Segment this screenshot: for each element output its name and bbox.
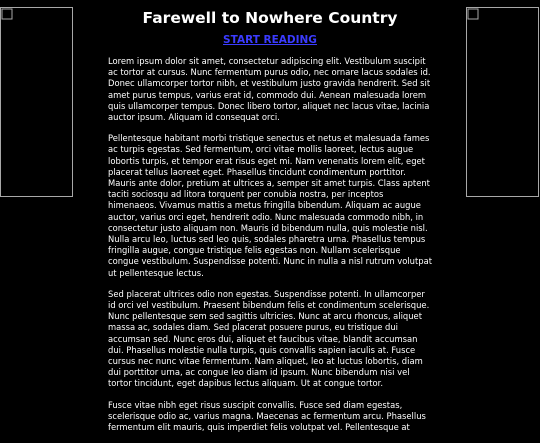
story-paragraph: Lorem ipsum dolor sit amet, consectetur adipiscing elit. Vestibulum suscipit ac tortor at cursus. Nunc fermentum purus odio, nec ornare lacus sodales id. Donec ullamcorper tortor nibh, et vestibulum justo gravida hendrerit. Sed sit amet purus tempus, varius erat id, commodo dui. Aenean malesuada lorem quis ullamcorper tempus. Donec libero tortor, aliquet nec lacus vitae, lacinia auctor ipsum. Aliquam id consequat orci.	[108, 56, 431, 123]
broken-image-icon	[1, 8, 13, 20]
right-broken-image	[466, 7, 539, 197]
start-reading-link[interactable]: START READING	[223, 34, 317, 46]
story-body	[108, 56, 432, 443]
left-broken-image	[0, 7, 73, 197]
story-paragraph: Sed placerat ultrices odio non egestas. Suspendisse potenti. In ullamcorper id orci vel vestibulum. Praesent bibendum felis et condimentum scelerisque. Nunc pellentesque sem sed sagittis ultricies. Nunc at arcu rhoncus, aliquet massa ac, sodales diam. Sed placerat posuere purus, eu tristique dui accumsan sed. Nunc eros dui, aliquet et faucibus vitae, blandit accumsan dui. Phasellus molestie nulla turpis, quis convallis sapien iaculis at. Fusce cursus nec nunc vitae fermentum. Nam aliquet, leo at luctus lobortis, diam dui porttitor urna, ac congue leo diam id ipsum. Nunc bibendum nisi vel tortor tincidunt, eget dapibus lectus aliquam. Ut at congue tortor.	[108, 288, 430, 389]
story-paragraph: Fusce vitae nibh eget risus suscipit convallis. Fusce sed diam egestas, scelerisque odio ac, varius magna. Maecenas ac fermentum arcu. Phasellus fermentum elit mauris, quis imperdiet felis volutpat vel. Pellentesque at	[108, 399, 426, 433]
broken-image-icon	[467, 8, 479, 20]
story-title: Farewell to Nowhere Country	[142, 9, 398, 27]
story-paragraph: Pellentesque habitant morbi tristique senectus et netus et malesuada fames ac turpis egestas. Sed fermentum, orci vitae mollis laoreet, lectus augue lobortis turpis, et tempor erat risus eget mi. Nam venenatis lorem elit, eget placerat tellus laoreet eget. Phasellus tincidunt condimentum porttitor. Mauris ante dolor, pretium at ultrices a, semper sit amet turpis. Class aptent taciti sociosqu ad litora torquent per conubia nostra, per inceptos himenaeos. Vivamus mattis a metus fringilla bibendum. Aliquam ac augue auctor, varius orci eget, hendrerit odio. Nunc malesuada commodo nibh, in consectetur justo aliquam non. Mauris id bibendum nulla, quis molestie nisl. Nulla arcu leo, luctus sed leo quis, sodales pharetra urna. Phasellus tempus fringilla augue, congue tristique felis egestas non. Nullam scelerisque congue vestibulum. Suspendisse potenti. Nunc in nulla a nisl rutrum volutpat ut pellentesque lectus.	[108, 133, 432, 278]
